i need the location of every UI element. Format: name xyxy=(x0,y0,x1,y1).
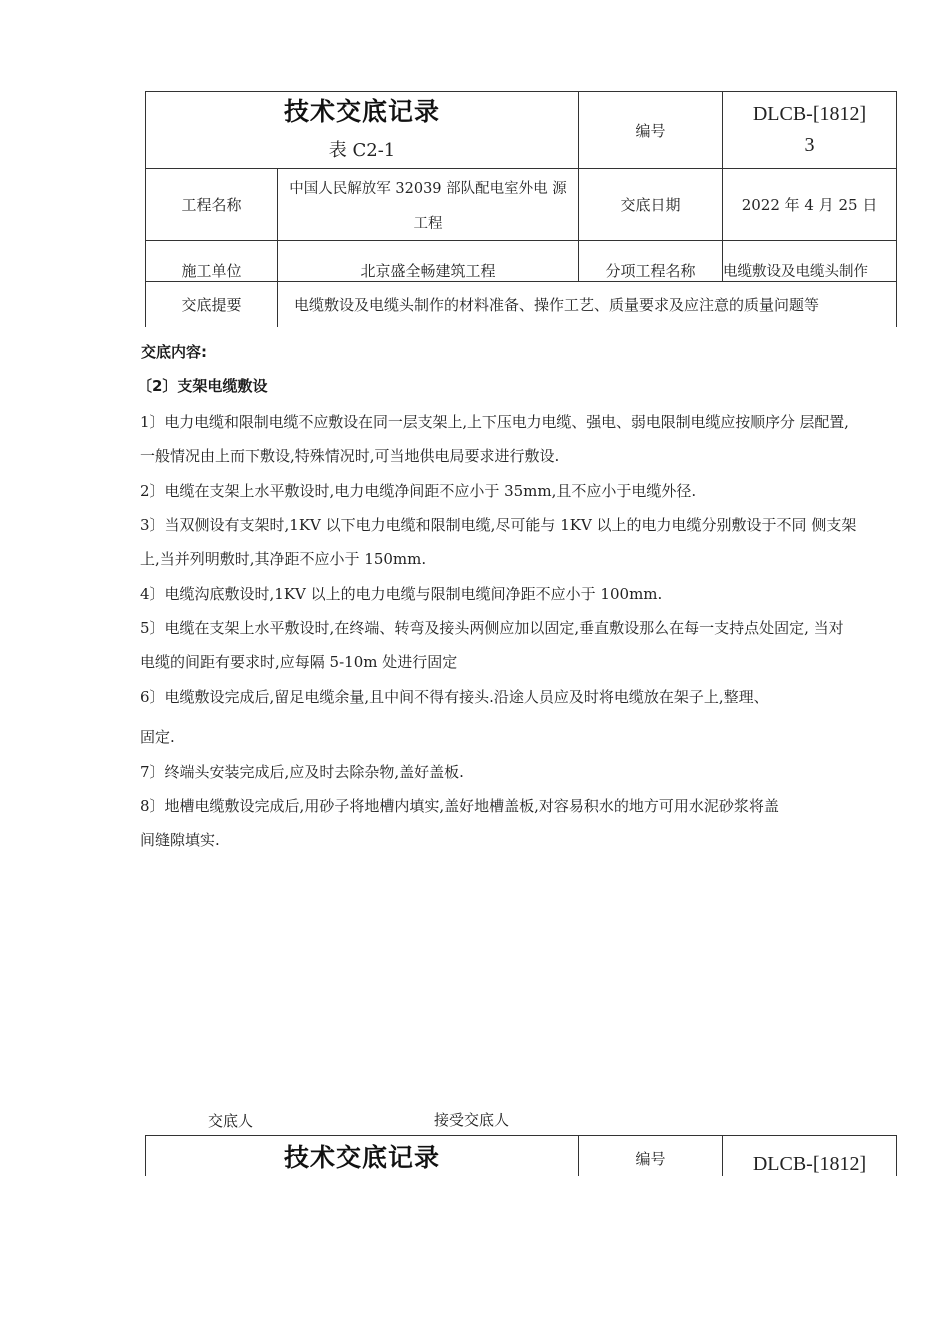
content-line: 电缆的间距有要求时,应每隔 5-10m 处进行固定 xyxy=(140,653,458,671)
record2-title: 技术交底记录 xyxy=(283,1143,440,1172)
content-line: 4〕电缆沟底敷设时,1KV 以上的电力电缆与限制电缆间净距不应小于 100mm. xyxy=(140,585,663,603)
number-value-line1: DLCB-[1812] xyxy=(752,103,867,125)
section-heading: 〔2〕支架电缆敷设 xyxy=(137,377,268,395)
content-line: 一般情况由上而下敷设,特殊情况时,可当地供电局要求进行敷设. xyxy=(140,447,560,465)
subitem-value: 电缆敷设及电缆头制作 xyxy=(723,241,897,282)
date-value: 2022 年 4 月 25 日 xyxy=(723,169,897,241)
number-value-cell xyxy=(723,92,897,169)
date-label: 交底日期 xyxy=(579,169,723,241)
record-title-cell xyxy=(146,92,579,169)
project-name-line1: 中国人民解放军 32039 部队配电室外电 源 xyxy=(289,180,567,197)
record2-title-cell xyxy=(146,1136,579,1177)
project-name-label: 工程名称 xyxy=(146,169,278,241)
content-line: 固定. xyxy=(140,728,175,746)
content-line: 6〕电缆敷设完成后,留足电缆余量,且中间不得有接头.沿途人员应及时将电缆放在架子上,整理、 xyxy=(140,688,769,706)
summary-value: 电缆敷设及电缆头制作的材料准备、操作工艺、质量要求及应注意的质量问题等 xyxy=(278,282,897,327)
content-line: 3〕当双侧设有支架时,1KV 以下电力电缆和限制电缆,尽可能与 1KV 以上的电力电缆分别敷设于不同 侧支架 xyxy=(140,516,857,534)
content-line: 2〕电缆在支架上水平敷设时,电力电缆净间距不应小于 35mm,且不应小于电缆外径. xyxy=(140,482,697,500)
record-title: 技术交底记录 xyxy=(284,97,441,126)
receiver-label: 接受交底人 xyxy=(434,1111,510,1129)
content-line: 5〕电缆在支架上水平敷设时,在终端、转弯及接头两侧应加以固定,垂直敷设那么在每一支持点处固定, 当对 xyxy=(140,619,844,637)
content-line: 1〕电力电缆和限制电缆不应敷设在同一层支架上,上下压电力电缆、强电、弱电限制电缆应按顺序分 层配置, xyxy=(140,413,849,431)
content-heading: 交底内容: xyxy=(141,343,207,361)
record2-header-table xyxy=(145,1135,897,1176)
content-line: 间缝隙填实. xyxy=(140,831,220,849)
number-label: 编号 xyxy=(579,92,723,169)
summary-label: 交底提要 xyxy=(146,282,278,327)
contractor-value: 北京盛全畅建筑工程 xyxy=(278,241,579,282)
project-name-line2: 工程 xyxy=(413,215,443,232)
record2-number-label: 编号 xyxy=(579,1136,723,1177)
record-header-table xyxy=(145,91,897,327)
content-line: 7〕终端头安装完成后,应及时去除杂物,盖好盖板. xyxy=(140,763,464,781)
content-line: 8〕地槽电缆敷设完成后,用砂子将地槽内填实,盖好地槽盖板,对容易积水的地方可用水泥砂浆将盖 xyxy=(140,797,779,815)
content-line: 上,当并列明敷时,其净距不应小于 150mm. xyxy=(140,550,427,568)
contractor-label: 施工单位 xyxy=(146,241,278,282)
record2-number-value: DLCB-[1812] xyxy=(723,1136,897,1177)
discloser-label: 交底人 xyxy=(208,1112,254,1130)
subitem-label: 分项工程名称 xyxy=(579,241,723,282)
number-value-line2: 3 xyxy=(804,134,815,156)
project-name-cell xyxy=(278,169,579,241)
form-number: 表 C2-1 xyxy=(328,140,396,161)
